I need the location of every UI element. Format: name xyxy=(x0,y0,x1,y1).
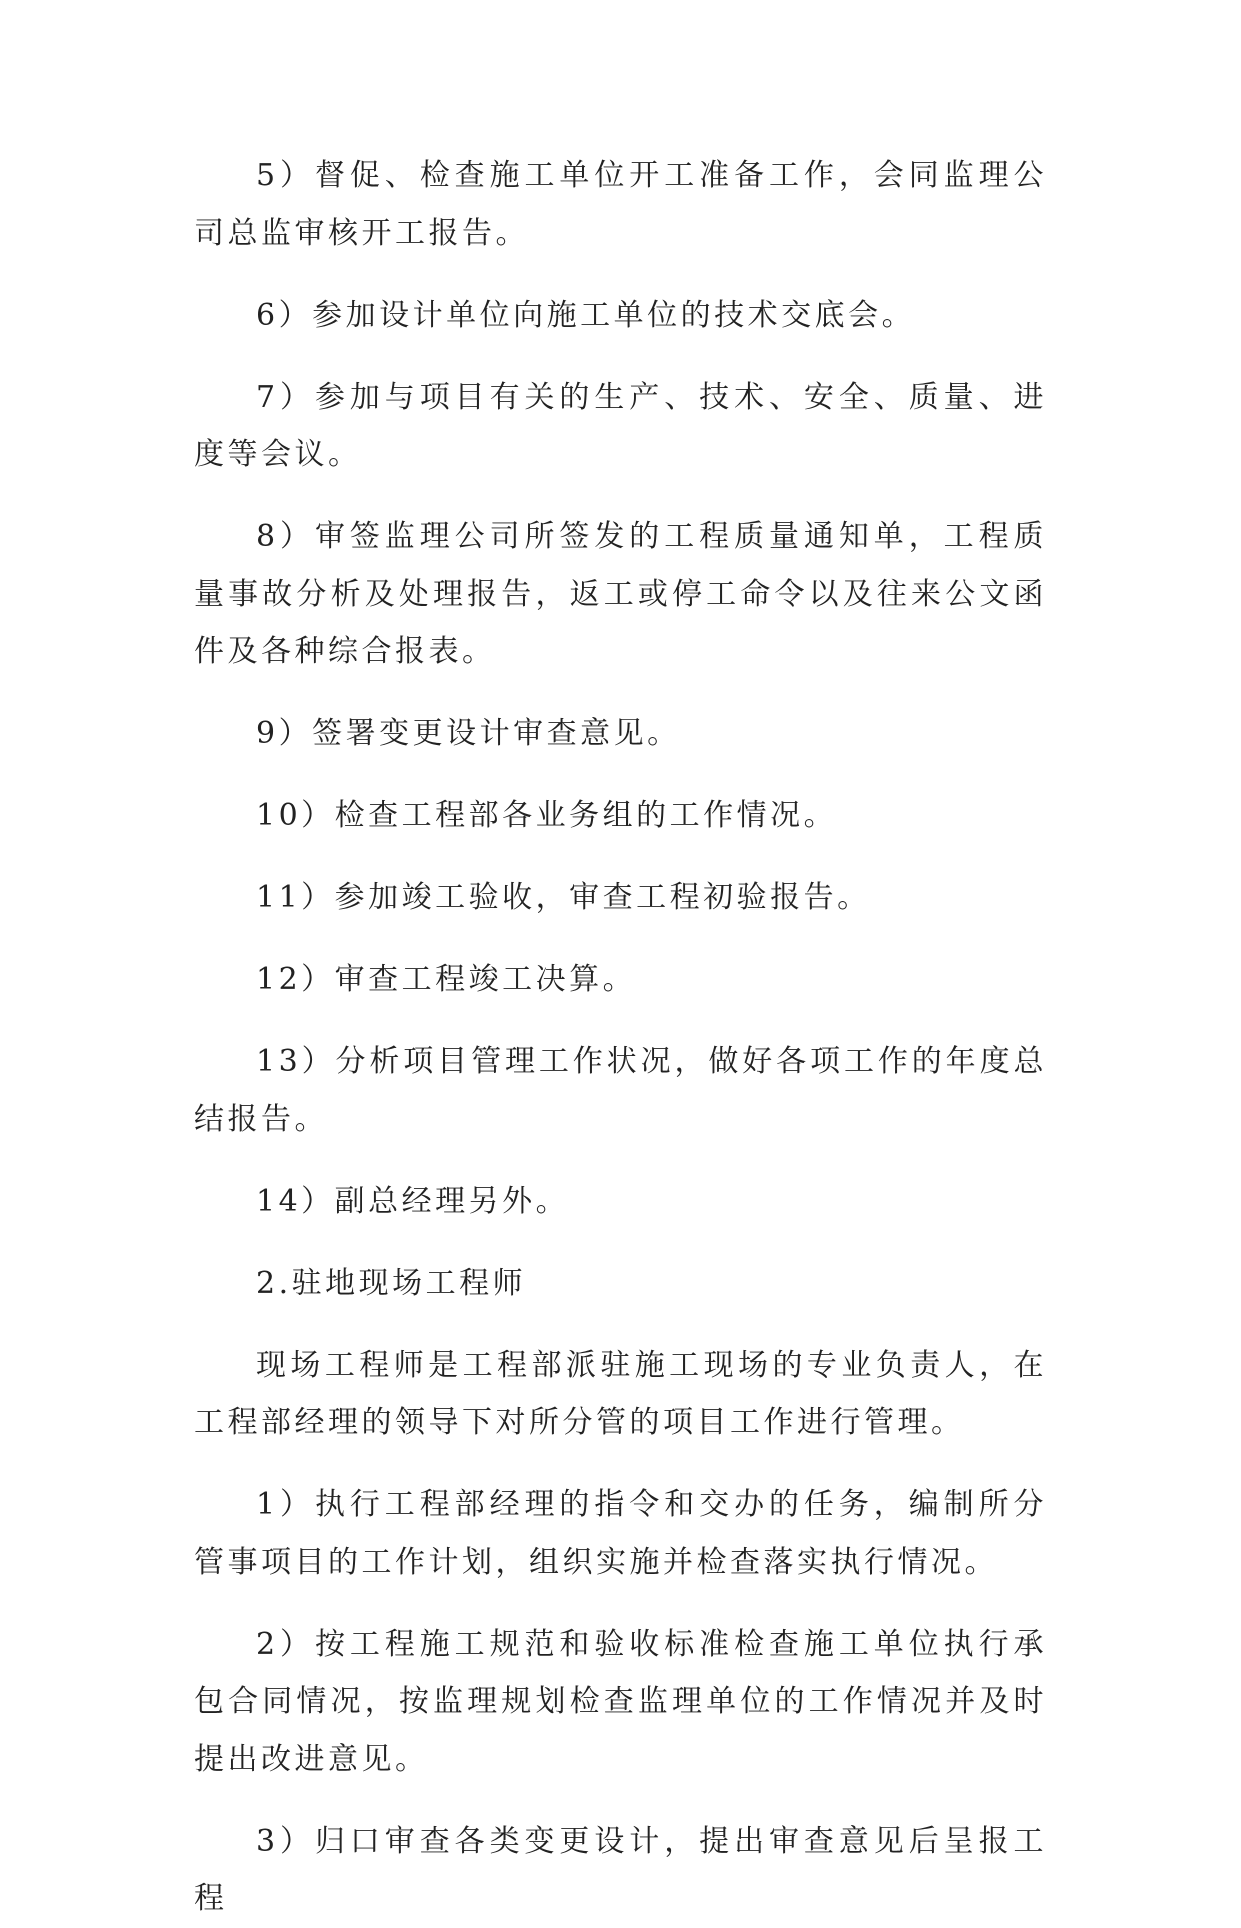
duty-item-1: 1）执行工程部经理的指令和交办的任务，编制所分管事项目的工作计划，组织实施并检查落实执行情况。 xyxy=(194,1487,1047,1580)
paragraph-item-13: 13）分析项目管理工作状况，做好各项工作的年度总结报告。 xyxy=(194,1044,1047,1137)
paragraph-item-8: 8）审签监理公司所签发的工程质量通知单，工程质量事故分析及处理报告，返工或停工命令以及往来公文函件及各种综合报表。 xyxy=(194,519,1047,669)
paragraph-item-7: 7）参加与项目有关的生产、技术、安全、质量、进度等会议。 xyxy=(194,379,1047,472)
paragraph-item-11: 11）参加竣工验收，审查工程初验报告。 xyxy=(256,880,871,915)
paragraph-item-10: 10）检查工程部各业务组的工作情况。 xyxy=(256,798,838,833)
duty-item-2: 2）按工程施工规范和验收标准检查施工单位执行承包合同情况，按监理规划检查监理单位的工作情况并及时提出改进意见。 xyxy=(194,1626,1047,1777)
section-intro-paragraph: 现场工程师是工程部派驻施工现场的专业负责人，在工程部经理的领导下对所分管的项目工作进行管理。 xyxy=(194,1347,1047,1440)
duty-item-3: 3）归口审查各类变更设计，提出审查意见后呈报工程 xyxy=(194,1823,1047,1916)
paragraph-item-9: 9）签署变更设计审查意见。 xyxy=(256,716,681,751)
paragraph-item-12: 12）审查工程竣工决算。 xyxy=(256,962,637,997)
paragraph-item-5: 5）督促、检查施工单位开工准备工作，会同监理公司总监审核开工报告。 xyxy=(194,158,1047,251)
paragraph-item-14: 14）副总经理另外。 xyxy=(256,1183,570,1219)
paragraph-item-6: 6）参加设计单位向施工单位的技术交底会。 xyxy=(256,297,916,333)
section-heading: 2.驻地现场工程师 xyxy=(256,1265,527,1301)
